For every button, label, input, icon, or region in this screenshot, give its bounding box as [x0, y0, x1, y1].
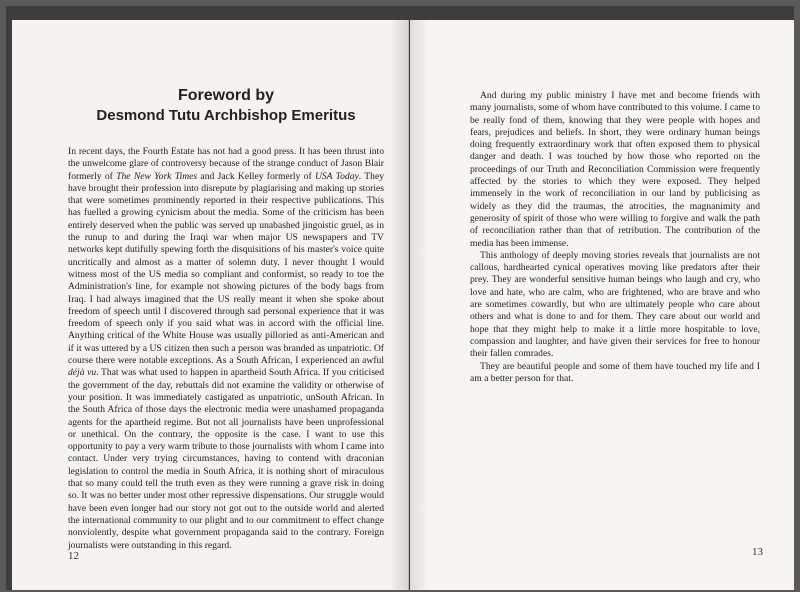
paragraph: They are beautiful people and some of them have touched my life and I am a better person for that. — [470, 360, 760, 384]
left-page — [12, 20, 409, 590]
title-line-1: Foreword by — [177, 87, 274, 104]
page-number-left: 12 — [68, 550, 79, 562]
foreword-title — [68, 86, 384, 126]
open-book — [6, 6, 794, 590]
text-run: . They have brought their profession into disrepute by plagiarising and making up stories that were sometimes prominently reported in their respective publications. This has fuelled a growing cynicism about the media. Some of the criticism has been entirely deserved when the public was served up unabashed jingoistic gruel, as in the runup to and during the Iraqi war when major US newspapers and TV networks kept dutifully spewing forth the disquisitions of his master's voice quite uncritically and almost as a matter of solemn duty. I never thought I would witness most of the US media so compliant and conformist, so ready to toe the Administration's line, for example not showing pictures of the body bags from Iraq. I had always imagined that the US really meant it when she spoke about freedom of speech until I discovered through sad personal experience that it was freedom of speech only if you said what was in accord with the official line. Anything critical of the White House was usually pilloried as anti-American and if it was uttered by a US citizen then such a person was branded as unpatriotic. Of course there were notable exceptions. As a South African, I experienced an awful — [68, 170, 384, 367]
italic-deja-vu: déjà vu — [68, 367, 97, 379]
gutter-shadow-right — [410, 20, 428, 590]
italic-title-usa-today: USA Today — [314, 170, 359, 182]
right-body-text — [470, 90, 760, 385]
title-line-2: Desmond Tutu Archbishop Emeritus — [96, 107, 356, 124]
gutter-shadow-left — [390, 20, 408, 590]
italic-title-nyt: The New York Times — [116, 170, 198, 182]
page-number-right: 13 — [752, 546, 763, 558]
right-page — [410, 20, 794, 590]
paragraph: This anthology of deeply moving stories reveals that journalists are not callous, hardhearted cynical operatives moving like predators after their prey. They are wonderful sensitive human beings who laugh and cry, who love and hate, who are calm, who are frightened, who are brave and who are sometimes cowardly, but who are ultimately people who care about others and what is done to and for them. They care about our world and hope that they might help to make it a little more hospitable to love, compassion and laughter, and have given their services for free to honour their fallen comrades. — [470, 249, 760, 360]
text-run: . That was what used to happen in apartheid South Africa. If you criticised the government of the day, rebuttals did not examine the validity or otherwise of your position. It was immediately castigated as unpatriotic, unSouth African. In the South Africa of those days the electronic media were unashamed propaganda agents for the apartheid regime. But not all journalists have been unprofessional or unethical. On the contrary, the opposite is the case. I want to use this opportunity to pay a very warm tribute to those journalists with whom I came into contact. Under very trying circumstances, having to contend with draconian legislation to control the media in South Africa, it is nothing short of miraculous that so many could tell the truth even as they were running a grave risk in doing so. It was no better under most other repressive dispensations. Our struggle would have been even longer had our story not got out to the outside world and alerted the international community to our plight and to our commitment to effect change nonviolently, despite what government propaganda said to the contrary. Foreign journalists were outstanding in this regard. — [68, 367, 384, 551]
text-run: and Jack Kelley formerly of — [197, 170, 315, 182]
paragraph — [68, 146, 384, 552]
left-body-text — [68, 146, 384, 552]
paragraph: And during my public ministry I have met and become friends with many journalists, some of whom have contributed to this volume. I came to be really fond of them, knowing that they were people with hopes and fears, prejudices and beliefs. In short, they were ordinary human beings doing frequently extraordinary work that often exposed them to physical danger and death. I was touched by how those who reported on the proceedings of our Truth and Reconciliation Commission were frequently affected by the stories to which they were exposed. They helped immensely in the work of reconciliation in our land by publicising as widely as they did the traumas, the atrocities, the magnanimity and generosity of spirit of those who were willing to forgive and walk the path of reconciliation rather than that of retribution. The contribution of the media has been immense. — [470, 90, 760, 249]
text-run: In recent days, the Fourth Estate has not had a good press. It has been thrust into the unwelcome glare of controversy because of the strange conduct of Jason Blair formerly of — [68, 146, 384, 182]
